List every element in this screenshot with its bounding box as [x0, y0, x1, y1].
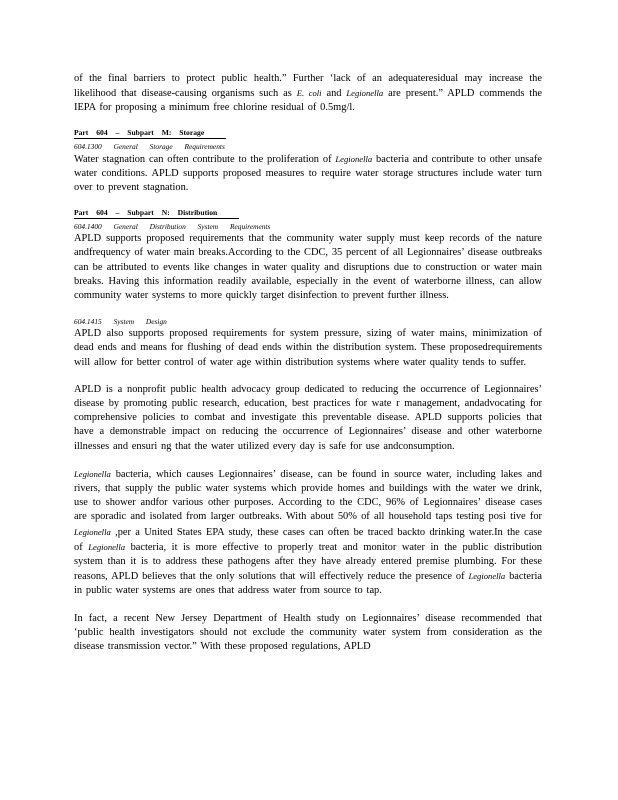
section-heading-system-design: 604.1415 System Design: [74, 317, 167, 327]
italic-species: Legionella: [88, 541, 126, 552]
section-heading-storage: 604.1300 General Storage Requirements: [74, 141, 225, 151]
text-run: of the final barriers to protect public health.” Further ‘lack of an adequateresidual may increase the likelihood that disease-causing organisms such as: [74, 73, 542, 100]
italic-species: E. coli: [296, 88, 322, 99]
text-run: ,per a United States EPA study, these cases can often be traced backto drinking water.In the case of: [74, 526, 542, 553]
text-run: bacteria and contribute to other unsafe water conditions. APLD supports proposed measures to require water storage structures include water turn over to prevent stagnation.: [74, 153, 542, 194]
italic-species: Legionella: [346, 88, 384, 99]
apld-about-paragraph: APLD is a nonprofit public health advocacy group dedicated to reducing the occurrence of Legionnaires’ disease by promoting public research, education, best practices for wate r management, andadvocating for comprehensive policies to combat and investigate this preventable disease. APLD supports policies that have a demonstrable impact on reducing the occurrence of Legionnaires’ disease and other waterborne illnesses and ensuri ng that the water utilized every day is safe for use andconsumption.: [74, 383, 542, 452]
page-content: [74, 72, 542, 654]
text-run: bacteria, it is more effective to properly treat and monitor water in the public distribution system than it is to address these pathogens after they have already entered premise plumbing. For these reasons, APLD believes that the only solutions that will effectively reduce the presence of: [74, 541, 542, 583]
italic-species: Legionella: [74, 468, 111, 479]
italic-species: Legionella: [335, 153, 373, 164]
text-run: are present.” APLD commends the IEPA for proposing a minimum free chlorine residual of 0.5mg/l.: [74, 88, 542, 114]
intro-paragraph: [74, 72, 542, 116]
storage-paragraph: [74, 152, 542, 196]
nj-study-paragraph: In fact, a recent New Jersey Department of Health study on Legionnaires’ disease recommended that ‘public health investigators should not exclude the community water system from consideration as the disease transmission vector.” With these proposed regulations, APLD: [74, 612, 542, 653]
part-heading-storage: Part 604 – Subpart M: Storage: [74, 128, 226, 139]
distribution-paragraph: APLD supports proposed requirements that the community water supply must keep records of the nature andfrequency of water main breaks.According to the CDC, 35 percent of all Legionnaires’ disease outbreaks can be attributed to events like changes in water quality and disruptions due to construction or water main breaks. Having this information readily available, especially in the event of waterborne illness, can allow community water systems to more quickly target disinfection to prevent further illness.: [74, 233, 542, 302]
part-heading-distribution: Part 604 – Subpart N: Distribution: [74, 208, 239, 219]
text-run: and: [321, 88, 347, 100]
section-heading-distribution: 604.1400 General Distribution System Requirements: [74, 222, 271, 232]
text-run: Water stagnation can often contribute to the proliferation of: [74, 153, 336, 165]
italic-species: Legionella: [74, 526, 111, 537]
legionella-paragraph: [74, 467, 542, 599]
text-run: bacteria in public water systems are ones that address water from source to tap.: [74, 571, 542, 597]
system-design-paragraph: APLD also supports proposed requirements for system pressure, sizing of water mains, minimization of dead ends and means for flushing of dead ends within the distribution system. These proposedrequirements will allow for better control of water age within distribution systems where water quality tends to suffer.: [74, 328, 542, 368]
text-run: bacteria, which causes Legionnaires’ disease, can be found in source water, including lakes and rivers, that supply the public water systems which provide homes and buildings with the water we drink, use to shower andfor various other purposes. According to the CDC, 96% of Legionnaires’ disease cases are sporadic and isolated from larger outbreaks. With about 50% of all household taps testing posi tive for: [74, 468, 542, 523]
italic-species: Legionella: [468, 571, 506, 582]
